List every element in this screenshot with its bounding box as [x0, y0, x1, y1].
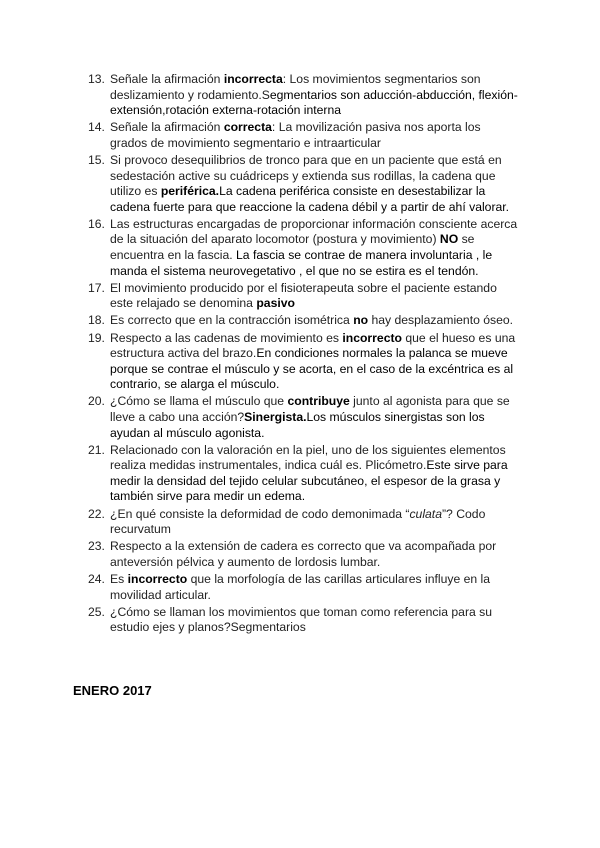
question-text: El movimiento producido por el fisioterapeuta sobre el paciente estando este relajado se denomina — [110, 280, 497, 311]
emphasis-text: Sinergista. — [244, 409, 307, 424]
emphasis-text: NO — [439, 232, 459, 247]
question-list — [88, 72, 518, 637]
question-item — [88, 281, 518, 312]
question-number: 19. — [88, 330, 105, 345]
question-text: Señale la afirmación — [110, 72, 224, 86]
answer-text: En condiciones normales la palanca se mueve porque se contrae el músculo y se acorta, en el caso de la excéntrica es al contrario, se alarga el músculo. — [110, 346, 514, 392]
emphasis-text: incorrecto — [342, 330, 402, 345]
emphasis-text: incorrecta — [223, 72, 283, 86]
question-number: 15. — [88, 152, 105, 167]
emphasis-text: contribuye — [287, 394, 350, 409]
question-item — [88, 443, 518, 505]
emphasis-text: no — [353, 313, 369, 328]
question-number: 22. — [88, 506, 105, 521]
answer-text: Este sirve para medir la densidad del tejido celular subcutáneo, el espesor de la grasa y también sirve para medir un edema. — [110, 458, 508, 504]
question-text: Es — [110, 571, 128, 586]
question-text: ¿En qué consiste la deformidad de codo demonimada “ — [110, 506, 410, 521]
answer-text: La cadena periférica consiste en desestabilizar la cadena fuerte para que reaccione la cadena débil y a partir de ahí valorar. — [110, 184, 510, 214]
question-text: Si provoco desequilibrios de tronco para que en un paciente que está en sedestación active su cuádriceps y extienda sus rodillas, la cadena que utilizo es — [110, 152, 502, 199]
question-text: Respecto a la extensión de cadera es correcto que va acompañada por anteversión pélvica y aumento de lordosis lumbar. — [110, 539, 497, 569]
emphasis-text: periférica. — [160, 184, 220, 199]
question-number: 16. — [88, 216, 105, 231]
question-item — [88, 572, 518, 603]
question-text: Señale la afirmación — [110, 120, 224, 135]
question-number: 13. — [88, 72, 105, 86]
question-text: : Los movimientos segmentarios son deslizamiento y rodamiento.S — [110, 72, 481, 102]
question-number: 23. — [88, 539, 105, 554]
question-text: Relacionado con la valoración en la piel, uno de los siguientes elementos realiza medidas instrumentales, indica cuál es. Plicómetro. — [110, 442, 506, 473]
question-text: Respecto a las cadenas de movimiento es — [110, 330, 343, 345]
question-text: que el hueso es una estructura activa del brazo. — [110, 330, 516, 361]
question-number: 20. — [88, 394, 105, 409]
emphasis-text: pasivo — [256, 296, 295, 311]
emphasis-text: correcta — [223, 120, 272, 135]
question-item — [88, 72, 518, 119]
question-number: 18. — [88, 313, 105, 328]
answer-text: La fascia se contrae de manera involuntaria , le manda el sistema neurovegetativo , el que no se estira es el tendón. — [110, 248, 493, 278]
italic-text: culata — [409, 506, 442, 521]
question-number: 14. — [88, 120, 105, 135]
question-item — [88, 539, 518, 570]
question-text: : La movilización pasiva nos aporta los grados de movimiento segmentario e intraarticular — [110, 120, 481, 150]
question-item — [88, 120, 518, 151]
question-number: 25. — [88, 604, 105, 619]
question-text: que la morfología de las carillas articulares influye en la movilidad articular. — [110, 571, 491, 602]
question-text: se encuentra en la fascia. — [110, 232, 475, 263]
question-number: 21. — [88, 442, 105, 457]
question-item — [88, 153, 518, 215]
question-item — [88, 331, 518, 393]
question-text: Es correcto que en la contracción isométrica — [110, 313, 354, 328]
question-number: 17. — [88, 280, 105, 295]
question-item — [88, 217, 518, 279]
answer-text: Los músculos sinergistas son los ayudan al músculo agonista. — [110, 409, 485, 440]
question-number: 24. — [88, 571, 105, 586]
question-text: junto al agonista para que se lleve a cabo una acción? — [110, 394, 510, 424]
question-item — [88, 313, 518, 329]
question-text: ”? Codo recurvatum — [110, 506, 486, 537]
section-heading: ENERO 2017 — [73, 683, 152, 698]
question-text: Las estructuras encargadas de proporcionar información consciente acerca de la situación del aparato locomotor (postura y movimiento) — [110, 216, 518, 247]
question-text: ¿Cómo se llama el músculo que — [110, 394, 288, 409]
answer-text: egmentarios son aducción-abducción, flexión-extensión,rotación externa-rotación interna — [110, 87, 518, 118]
question-item — [88, 394, 518, 441]
question-item — [88, 605, 518, 636]
question-item — [88, 507, 518, 538]
question-text: ¿Cómo se llaman los movimientos que toman como referencia para su estudio ejes y planos?Segmentarios — [110, 604, 493, 635]
emphasis-text: incorrecto — [127, 571, 188, 586]
question-text: hay desplazamiento óseo. — [368, 313, 514, 328]
